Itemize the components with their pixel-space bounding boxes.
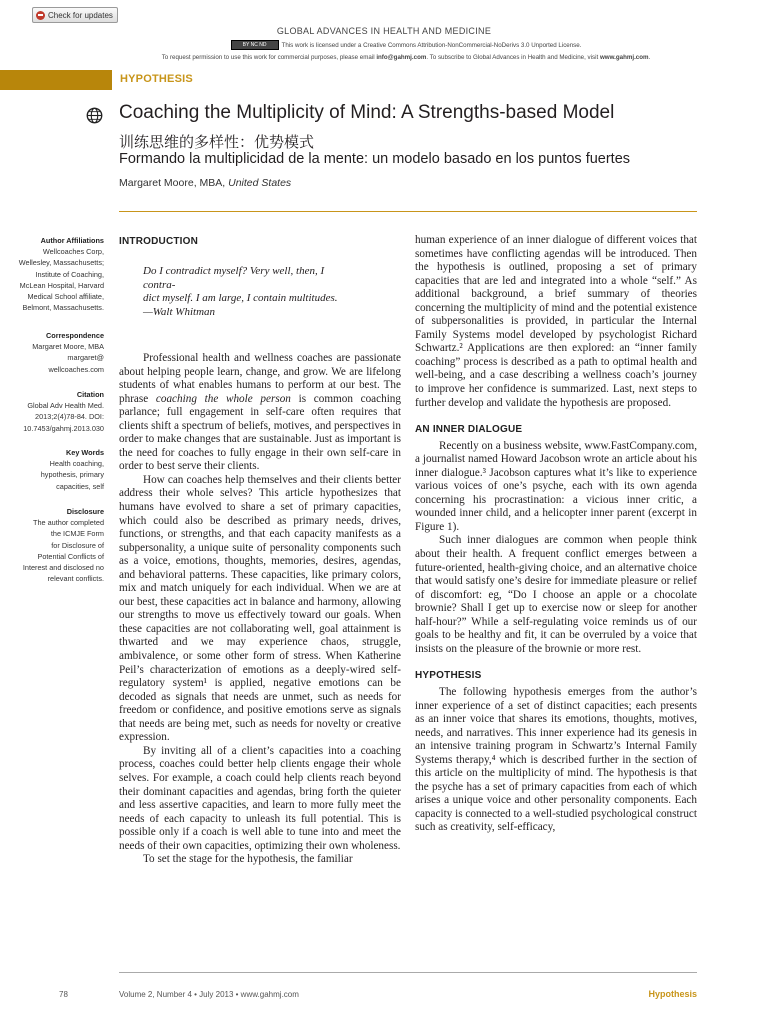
sidebar-correspondence-heading: Correspondence: [46, 331, 104, 340]
license-email-link[interactable]: info@gahmj.com: [376, 54, 427, 61]
paragraph: human experience of an inner dialogue of different voices that sometimes have conflicting agendas will be introduced. Then the hypothesis is outlined, proposing a set of primary capacities that are led and integrated into a whole “self.” As additional background, a brief summary of theories concerning the multiplicity of mind and the potential existence of subpersonalities is provided, in particular the Internal Family Systems model developed by psychologist Richard Schwartz.² Applications are then explored: an “inner family coaching” process is described as a path to optimal health and well-being, and a case describing a wellness coach’s journey to improve her confidence is summarized. Last, next steps to further develop and validate the hypothesis are proposed.: [415, 234, 697, 409]
check-updates-label: Check for updates: [48, 10, 113, 20]
column-right: [415, 234, 697, 835]
sidebar-disclosure-line: the ICMJE Form: [50, 529, 104, 539]
paragraph: To set the stage for the hypothesis, the familiar: [143, 853, 353, 866]
sidebar-affiliations-line: Institute of Coaching,: [35, 269, 104, 279]
sidebar-correspondence-line: Margaret Moore, MBA: [32, 342, 104, 352]
sidebar-citation-heading: Citation: [76, 390, 104, 399]
paragraph-text: is common coaching parlance; full engagement in self-care often requires that clients shift a spectrum of beliefs, motives, and perspectives in order to make changes that are sustainable. Just as important is the need for coaches to fully engage in their own self-care in order to best serve their clients.: [119, 392, 401, 473]
sidebar-citation-line: Global Adv Health Med.: [27, 401, 104, 411]
footer-divider: [119, 972, 697, 973]
emphasis-text: coaching the whole person: [155, 392, 291, 405]
sidebar-affiliations: [19, 235, 104, 313]
license-line-2b: . To subscribe to Global Advances in Health and Medicine, visit: [426, 54, 600, 61]
sidebar-citation: [23, 389, 104, 434]
author-country: United States: [228, 177, 292, 189]
license-line-1: This work is licensed under a Creative Commons Attribution-NonCommercial-NoDerivs 3.0 Unported License.: [281, 42, 582, 49]
sidebar-keywords-heading: Key Words: [66, 448, 104, 457]
column-left: [119, 352, 401, 867]
update-icon: [36, 11, 45, 20]
sidebar-citation-line: 2013;2(4)78-84. DOI:: [35, 412, 104, 422]
article-title-spanish: Formando la multiplicidad de la mente: un modelo basado en los puntos fuertes: [119, 151, 631, 167]
section-color-bar: [0, 70, 112, 90]
license-site-link[interactable]: www.gahmj.com: [599, 54, 649, 61]
section-label: HYPOTHESIS: [120, 73, 193, 85]
sidebar-affiliations-line: Wellesley, Massachusetts;: [18, 258, 104, 268]
sidebar-citation-line: 10.7453/gahmj.2013.030: [23, 423, 104, 433]
paragraph: Recently on a business website, www.FastCompany.com, a journalist named Howard Jacobson wrote an article about his inner dialogue.³ Jacobson captures what it’s like to experience various voices of one’s psyche, each with its own agenda concerning his procrastination: a vicious inner critic, a wounded inner child, and a helicopter inner parent (excerpt in Figure 1).: [415, 439, 697, 533]
license-notice: [0, 40, 768, 64]
article-title-chinese: 训练思维的多样性：优势模式: [119, 134, 315, 151]
sidebar-affiliations-line: Medical School affiliate,: [27, 292, 104, 302]
sidebar-affiliations-line: Belmont, Massachusetts.: [22, 303, 104, 313]
sidebar-keywords-line: capacities, self: [56, 481, 104, 491]
paragraph: [119, 352, 401, 474]
sidebar-disclosure-line: relevant conflicts.: [47, 574, 104, 584]
author-line: [119, 177, 291, 189]
cc-license-badge: BY NC ND: [231, 40, 279, 50]
sidebar-correspondence-line[interactable]: margaret@: [67, 353, 104, 363]
introduction-heading: INTRODUCTION: [119, 236, 199, 247]
license-line-2c: .: [648, 54, 651, 61]
article-title: Coaching the Multiplicity of Mind: A Strengths-based Model: [119, 102, 615, 123]
epigraph-line: dict myself. I am large, I contain multitudes.: [143, 292, 338, 305]
paragraph: The following hypothesis emerges from the author’s inner experience of a set of distinct capacities; each presents as an inner voice that shares its emotions, thoughts, motives, needs, and narratives. This inner experience had its genesis in an intensive training program in Schwartz’s Internal Family Systems therapy,⁴ which is described further in the section of this article on the multiplicity of mind. The hypothesis is that the psyche has a set of primary capacities from each of which arises a unique voice and other personality components. Each capacity is connected to a well-studied psychological construct such as creativity, self-efficacy,: [415, 685, 697, 834]
sidebar-disclosure: [23, 506, 104, 584]
paragraph: How can coaches help themselves and their clients better address their whole selves? This article hypothesizes that humans have evolved to share a set of primary capacities, which could also be described as primary needs, drives, functions, or strengths, and that each capacity manifests as a subpersonality, a unique suite of personality components such as a voice, emotions, thoughts, memories, desires, agendas, and behavioral patterns. These capacities, like primary colors, mix and match uniquely for each individual. When we are at our best, these capacities act in balance and harmony, allowing our strengths to move us effectively toward our goals. When these capacities are not collaborating well, goal attainment is thwarted and we may experience chaos, struggle, ambivalence, or some other form of stress. When Katherine Peil’s characterization of emotions as a deeply-wired self-regulatory system¹ is applied, negative emotions can be decoded as signals that needs are unmet, such as needs for freedom or confidence, and positive emotions serve as signals that needs are being met, such as needs for novelty or creative expression.: [119, 473, 401, 744]
sidebar-disclosure-heading: Disclosure: [66, 507, 104, 516]
sidebar-keywords-line: hypothesis, primary: [40, 470, 104, 480]
epigraph: [143, 265, 358, 319]
sidebar-disclosure-line: Interest and disclosed no: [22, 563, 104, 573]
epigraph-attribution: —Walt Whitman: [143, 305, 216, 318]
inner-dialogue-heading: AN INNER DIALOGUE: [415, 424, 523, 436]
author-name: Margaret Moore, MBA,: [119, 177, 229, 189]
license-line-2a: To request permission to use this work for commercial purposes, please email: [161, 54, 377, 61]
sidebar-disclosure-line: Potential Conflicts of: [37, 551, 104, 561]
sidebar-affiliations-heading: Author Affiliations: [40, 236, 104, 245]
header-divider: [119, 211, 697, 212]
sidebar-keywords: [41, 447, 104, 492]
sidebar-correspondence-line[interactable]: wellcoaches.com: [48, 364, 104, 374]
paragraph: Such inner dialogues are common when people think about their health. A frequent conflict emerges between a future-oriented, health-giving choice, and an alternative choice that would satisfy one’s desire for immediate pleasure or relief of discomfort: eg, “Do I choose an apple or a chocolate brownie? Shall I get up to exercise now or sleep for another half-hour?” While a self-regulating voice reminds us of our goals to be healthy and fit, it can be overruled by a voice that insists on the pleasure of the brownie or more rest.: [415, 534, 697, 655]
sidebar-keywords-line: Health coaching,: [49, 459, 104, 469]
sidebar-correspondence: [32, 330, 104, 375]
sidebar-affiliations-line: Wellcoaches Corp,: [42, 247, 104, 257]
globe-icon: [86, 107, 103, 124]
paragraph: By inviting all of a client’s capacities into a coaching process, coaches could better help clients engage their whole selves. For example, a coach could help clients reach beyond their dominant capacities and agendas, bring forth the quieter and less assertive capacities, and learn to more fully meet the needs of each capacity to unleash its full potential. This is possible only if a coach is well able to tune into and meet the needs of their own capacities, optimizing their own wholeness.: [119, 744, 401, 852]
sidebar-affiliations-line: McLean Hospital, Harvard: [19, 280, 104, 290]
sidebar-disclosure-line: for Disclosure of: [51, 540, 104, 550]
hypothesis-heading: HYPOTHESIS: [415, 670, 482, 682]
footer-section: Hypothesis: [648, 989, 697, 999]
page-number: 78: [59, 990, 68, 999]
footer-volume: Volume 2, Number 4 • July 2013 • www.gahmj.com: [119, 990, 299, 999]
sidebar-disclosure-line: The author completed: [33, 518, 104, 528]
epigraph-line: Do I contradict myself? Very well, then, I contra-: [143, 265, 325, 291]
check-for-updates-button[interactable]: [32, 7, 118, 23]
journal-header: GLOBAL ADVANCES IN HEALTH AND MEDICINE: [276, 26, 492, 36]
paragraph-text: Professional health and wellness coaches are passionate about helping people learn, change, and grow. We are lifelong students of what enables humans to perform at our best. The phrase: [119, 352, 401, 405]
